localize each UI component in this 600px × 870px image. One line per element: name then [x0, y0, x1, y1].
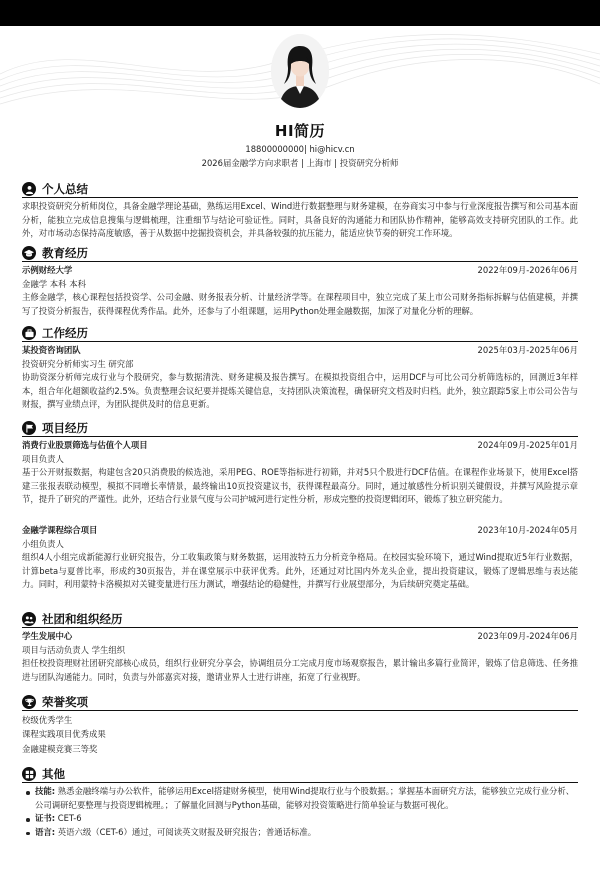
- profile-photo: [271, 34, 329, 108]
- award-item: 课程实践项目优秀成果: [22, 729, 106, 740]
- contact-info: 18800000000| hi@hicv.cn: [245, 144, 355, 154]
- section-title-text: 教育经历: [42, 245, 88, 260]
- company-name: 某投资咨询团队: [22, 345, 81, 355]
- work-description: 协助资深分析师完成行业与个股研究，参与数据清洗、财务建模及报告撰写。在模拟投资组合中，运用DCF与可比公司分析筛选标的，回测近3年样本，组合年化超额收益约2.5%。负责整理会议纪要并提炼关键信息，支持团队决策流程，确保研究文档及时归档。此外，独立跟踪5家上市公司公告与财报，撰写业绩点评，为团队提供及时的信息更新。: [22, 372, 578, 410]
- section-title-text: 项目经历: [42, 420, 88, 435]
- campus-description: 担任校投资理财社团研究部核心成员，组织行业研究分享会，协调组员分工完成月度市场观察报告，累计输出多篇行业简评，锻炼了信息筛选、任务推进与团队沟通能力。同时，负责与外部嘉宾对接，邀请业界人士进行讲座，拓宽了行业视野。: [22, 658, 578, 682]
- section-education-title: [22, 245, 88, 261]
- section-title-text: 其他: [42, 766, 65, 781]
- summary-text: 求职投资研究分析师岗位，具备金融学理论基础，熟练运用Excel、Wind进行数据整理与财务建模，在券商实习中参与行业深度报告撰写和公司基本面分析，能独立完成信息搜集与逻辑梳理，注重细节与结论可验证性。同时，具备良好的沟通能力和团队协作精神，能够高效支持研究团队的工作。此外，对市场动态保持高度敏感，善于从数据中挖掘投资机会，并具备较强的抗压能力，能适应快节奏的研究工作环境。: [22, 201, 578, 239]
- person-icon: [22, 182, 36, 196]
- item-key: 语言:: [35, 826, 56, 837]
- section-divider: [22, 627, 578, 628]
- resume-header: [0, 120, 600, 170]
- flag-icon: [22, 421, 36, 435]
- project-entry: [22, 439, 578, 507]
- item-text: 熟悉金融终端与办公软件，能够运用Excel搭建财务模型，使用Wind提取行业与个股数据。；掌握基本面研究方法，能够独立完成行业分析、公司调研纪要整理与投资逻辑梳理。；了解量化回测与Python基础，能够对投资策略进行简单验证与数据可视化。: [35, 786, 575, 810]
- organization-name: 学生发展中心: [22, 631, 73, 641]
- section-summary-title: [22, 181, 88, 197]
- section-divider: [22, 436, 578, 437]
- education-entry: [22, 264, 578, 318]
- group-icon: [22, 612, 36, 626]
- work-entry: [22, 344, 578, 412]
- language-item: [22, 826, 578, 840]
- education-degree: 金融学 本科 本科: [22, 278, 86, 289]
- job-target: 2026届金融学方向求职者 | 上海市 | 投资研究分析师: [201, 158, 399, 168]
- campus-entry: [22, 630, 578, 684]
- section-divider: [22, 782, 578, 783]
- section-work-title: [22, 325, 88, 341]
- section-title-text: 荣誉奖项: [42, 694, 88, 709]
- graduation-cap-icon: [22, 246, 36, 260]
- campus-date: 2023年09月-2024年06月: [477, 631, 578, 641]
- item-key: 证书:: [35, 813, 56, 824]
- award-item: 校级优秀学生: [22, 715, 73, 725]
- project-entry: [22, 524, 578, 592]
- grid-icon: [22, 767, 36, 781]
- project-date: 2023年10月-2024年05月: [477, 525, 578, 535]
- section-campus-title: [22, 611, 123, 627]
- section-divider: [22, 197, 578, 198]
- trophy-icon: [22, 695, 36, 709]
- education-description: 主修金融学，核心课程包括投资学、公司金融、财务报表分析、计量经济学等。在课程项目中，独立完成了某上市公司财务指标拆解与估值建模，并撰写了投资分析报告，获得课程优秀作品。此外，还参与了小组课题，运用Python处理金融数据，加深了对量化分析的理解。: [22, 292, 578, 316]
- project-name: 金融学课程综合项目: [22, 525, 98, 535]
- award-item: 金融建模竞赛三等奖: [22, 743, 98, 754]
- project-date: 2024年09月-2025年01月: [477, 440, 578, 450]
- section-other-title: [22, 766, 65, 782]
- section-divider: [22, 710, 578, 711]
- education-date: 2022年09月-2026年06月: [477, 265, 578, 275]
- school-name: 示例财经大学: [22, 265, 73, 275]
- briefcase-icon: [22, 326, 36, 340]
- section-awards-title: [22, 694, 88, 710]
- awards-list: [22, 713, 578, 756]
- project-name: 消费行业股票筛选与估值个人项目: [22, 440, 148, 450]
- work-role: 投资研究分析师实习生 研究部: [22, 358, 134, 369]
- section-divider: [22, 341, 578, 342]
- project-description: 基于公开财报数据，构建包含20只消费股的候选池，采用PEG、ROE等指标进行初筛，并对5只个股进行DCF估值。在课程作业场景下，使用Excel搭建三张报表联动模型，模拟不同增长率情景，最终输出10页投资建议书，获得课程最高分。同时，通过敏感性分析识别关键假设，并撰写风险提示章节，提升了研究的严谨性。此外，还结合行业景气度与公司护城河进行定性分析，形成完整的投资逻辑闭环，锻炼了独立研究能力。: [22, 467, 578, 505]
- item-key: 技能:: [35, 786, 56, 796]
- candidate-name: HI简历: [274, 122, 326, 140]
- section-title-text: 社团和组织经历: [42, 611, 123, 626]
- section-projects-title: [22, 420, 88, 436]
- section-divider: [22, 261, 578, 262]
- item-text: CET-6: [55, 813, 82, 824]
- project-role: 项目负责人: [22, 453, 64, 464]
- section-title-text: 工作经历: [42, 325, 88, 340]
- campus-role: 项目与活动负责人 学生组织: [22, 644, 126, 655]
- item-text: 英语六级（CET-6）通过，可阅读英文财报及研究报告；普通话标准。: [55, 826, 317, 837]
- work-date: 2025年03月-2025年06月: [477, 345, 578, 355]
- project-description: 组织4人小组完成新能源行业研究报告，分工收集政策与财务数据，运用波特五力分析竞争格局。在校园实验环境下，通过Wind提取近5年行业数据，计算beta与夏普比率，形成约30页报告，并在课堂展示中获评优秀。此外，还通过对比国内外龙头企业，提出投资建议，锻炼了逻辑思维与表达能力。同时，利用蒙特卡洛模拟对关键变量进行压力测试，增强结论的稳健性，并撰写行业展望部分，为后续研究奠定基础。: [22, 552, 578, 590]
- section-title-text: 个人总结: [42, 181, 88, 196]
- skills-item: [22, 785, 578, 812]
- top-black-bar: [0, 0, 600, 26]
- certificate-item: [22, 812, 578, 826]
- other-list: [22, 785, 578, 839]
- project-role: 小组负责人: [22, 538, 64, 549]
